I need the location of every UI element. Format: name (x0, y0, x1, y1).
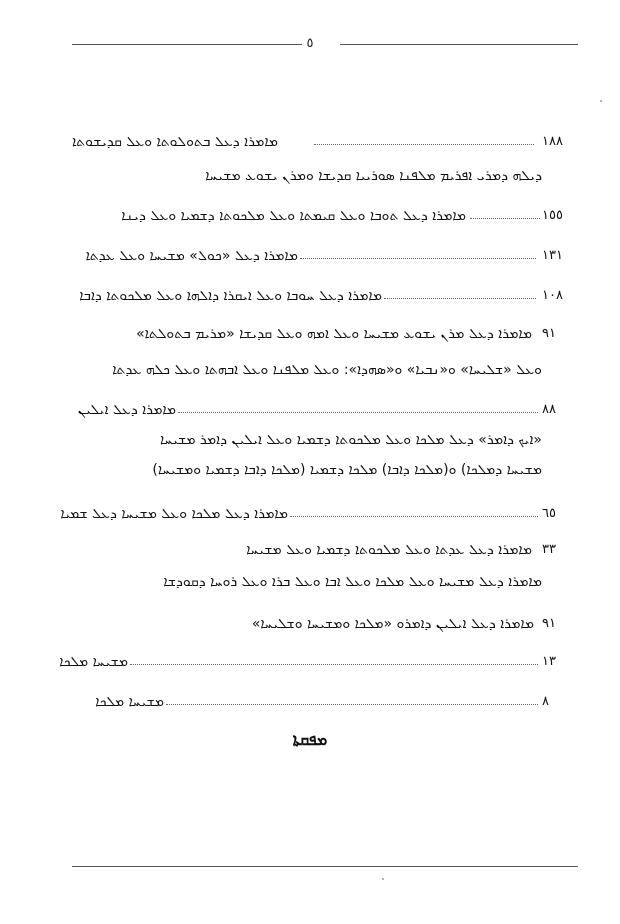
dot-leader (314, 144, 534, 145)
dot-leader (470, 218, 540, 219)
entry-title: ܡܐܡܪܐ ܕܥܠ ܒܬܘܠܘܬܐ ܘܥܠ ܩܕܝܫܘܬܐ (72, 134, 278, 150)
dot-leader (178, 412, 538, 413)
dot-leader (166, 704, 538, 705)
entry-number: ١٣١ (542, 248, 563, 263)
dot-leader (130, 664, 538, 665)
entry-title: ܡܐܡܪܐ ܕܥܠ ܬܘܒܐ ܘܥܠ ܩܝܡܬܐ ܘܥܠ ܡܠܟܘܬܐ ܕܫܡܝܐ ܘܥܠ ܕܝܢܐ (121, 208, 466, 224)
entry-number: ٩١ (542, 326, 556, 341)
entry-number: ٦٥ (542, 506, 556, 521)
entry-title: ܡܐܡܪܐ ܕܥܠ ܐܝܠܝܢ (77, 402, 176, 418)
toc-entry (0, 286, 620, 306)
toc-entry (0, 652, 620, 672)
scan-speck (600, 100, 602, 102)
scan-speck (382, 878, 384, 880)
toc-entry-line (0, 166, 620, 186)
toc-entry (0, 324, 620, 344)
entry-number: ٨٨ (542, 402, 556, 417)
entry-number: ١٣ (542, 654, 556, 669)
entry-number: ١٨٨ (542, 134, 563, 149)
toc-entry-line (0, 360, 620, 380)
page-number: ٥ (306, 36, 314, 51)
entry-number: ٨ (542, 694, 549, 709)
entry-title: ܡܐܡܪܐ ܕܥܠ ܐܝܠܝܢ ܕܐܡܪܘ «ܡܠܟܐ ܘܡܫܝܚܐ ܘܫܠܝܚܐ» (251, 616, 534, 632)
toc-entry (0, 504, 620, 524)
entry-title: ܡܐܡܪܐ ܕܥܠ ܡܪܢ ܝܫܘܥ ܡܫܝܚܐ ܘܥܠ ܐܡܗ ܘܥܠ ܩܕܝܫܐ «ܡܪܝܡ ܒܬܘܠܬܐ» (136, 326, 532, 342)
entry-number: ٩١ (542, 616, 556, 631)
dot-leader (300, 258, 536, 259)
entry-number: ١٥٥ (542, 208, 563, 223)
entry-title: ܡܐܡܪܐ ܕܥܠ «ܟܘܠ» ܡܫܝܚܐ ܘܥܠ ܥܕܬܐ (85, 248, 298, 264)
toc-entry (0, 400, 620, 420)
entry-title: ܡܐܡܪܐ ܕܥܠ ܡܠܟܐ ܘܥܠ ܡܫܝܚܐ ܕܥܠ ܫܡܝܐ (60, 506, 288, 522)
toc-entry (0, 540, 620, 560)
entry-title: ܡܐܡܪܐ ܕܥܠ ܥܕܬܐ ܘܥܠ ܡܠܟܘܬܐ ܕܫܡܝܐ ܘܥܠ ܡܫܝܚܐ (246, 542, 532, 558)
dot-leader (290, 516, 538, 517)
entry-title: ܡܐܡܪܐ ܕܥܠ ܚܘܒܐ ܘܥܠ ܐܝܩܪܐ ܕܐܠܗܐ ܘܥܠ ܡܠܟܘܬܐ ܕܐܒܐ (79, 288, 382, 304)
entry-number: ٣٣ (542, 542, 556, 557)
toc-entry (0, 206, 620, 226)
entry-title: ܡܫܝܚܐ ܡܠܟܐ (59, 654, 128, 670)
entry-title: «ܐܝܟ ܕܐܡܪ» ܕܥܠ ܡܠܟܐ ܘܥܠ ܡܠܟܘܬܐ ܕܫܡܝܐ ܘܥܠ ܐܝܠܝܢ ܕܐܡܪ ܡܫܝܚܐ (160, 432, 542, 448)
section-heading: ܡܦܩܬܐ (292, 730, 328, 749)
entry-title: ܡܫܝܚܐ ܡܠܟܐ (95, 694, 164, 710)
bottom-rule (72, 866, 578, 867)
toc-entry-line (0, 572, 620, 592)
toc-entry (0, 692, 620, 712)
entry-title: ܘܥܠ «ܫܠܝܚܐ» ܘ«ܢܒܝܐ» ܘ«ܣܗܕܐ»: ܘܥܠ ܡܠܦܢܐ ܘܥܠ ܐܒܗܬܐ ܘܥܠ ܟܠܗ ܥܕܬܐ (112, 362, 542, 378)
toc-entry (0, 614, 620, 634)
toc-entry-line (0, 460, 620, 480)
toc-entry-line (0, 430, 620, 450)
dot-leader (384, 298, 536, 299)
entry-number: ١٠٨ (542, 288, 563, 303)
entry-title: ܕܝܠܗ ܕܡܪܝ ܐܦܪܝܡ ܡܠܦܢܐ ܣܘܪܝܝܐ ܩܕܝܫܐ ܘܡܪܢ ܝܫܘܥ ܡܫܝܚܐ (205, 168, 542, 184)
entry-title: ܡܐܡܪܐ ܕܥܠ ܡܫܝܚܐ ܘܥܠ ܡܠܟܐ ܘܥܠ ܐܒܐ ܘܥܠ ܒܪܐ ܘܥܠ ܪܘܚܐ ܕܩܘܕܫܐ (163, 574, 542, 590)
toc-entry (0, 246, 620, 266)
entry-title: ܡܫܝܚܐ ܕܡܠܟܐ) ܘ(ܡܠܟܐ ܕܐܒܐ) ܡܠܟܐ ܕܫܡܝܐ (ܡܠܟܐ ܕܐܒܐ ܕܫܡܝܐ ܘܡܫܝܚܐ) (152, 462, 542, 478)
toc-entry (0, 132, 620, 152)
